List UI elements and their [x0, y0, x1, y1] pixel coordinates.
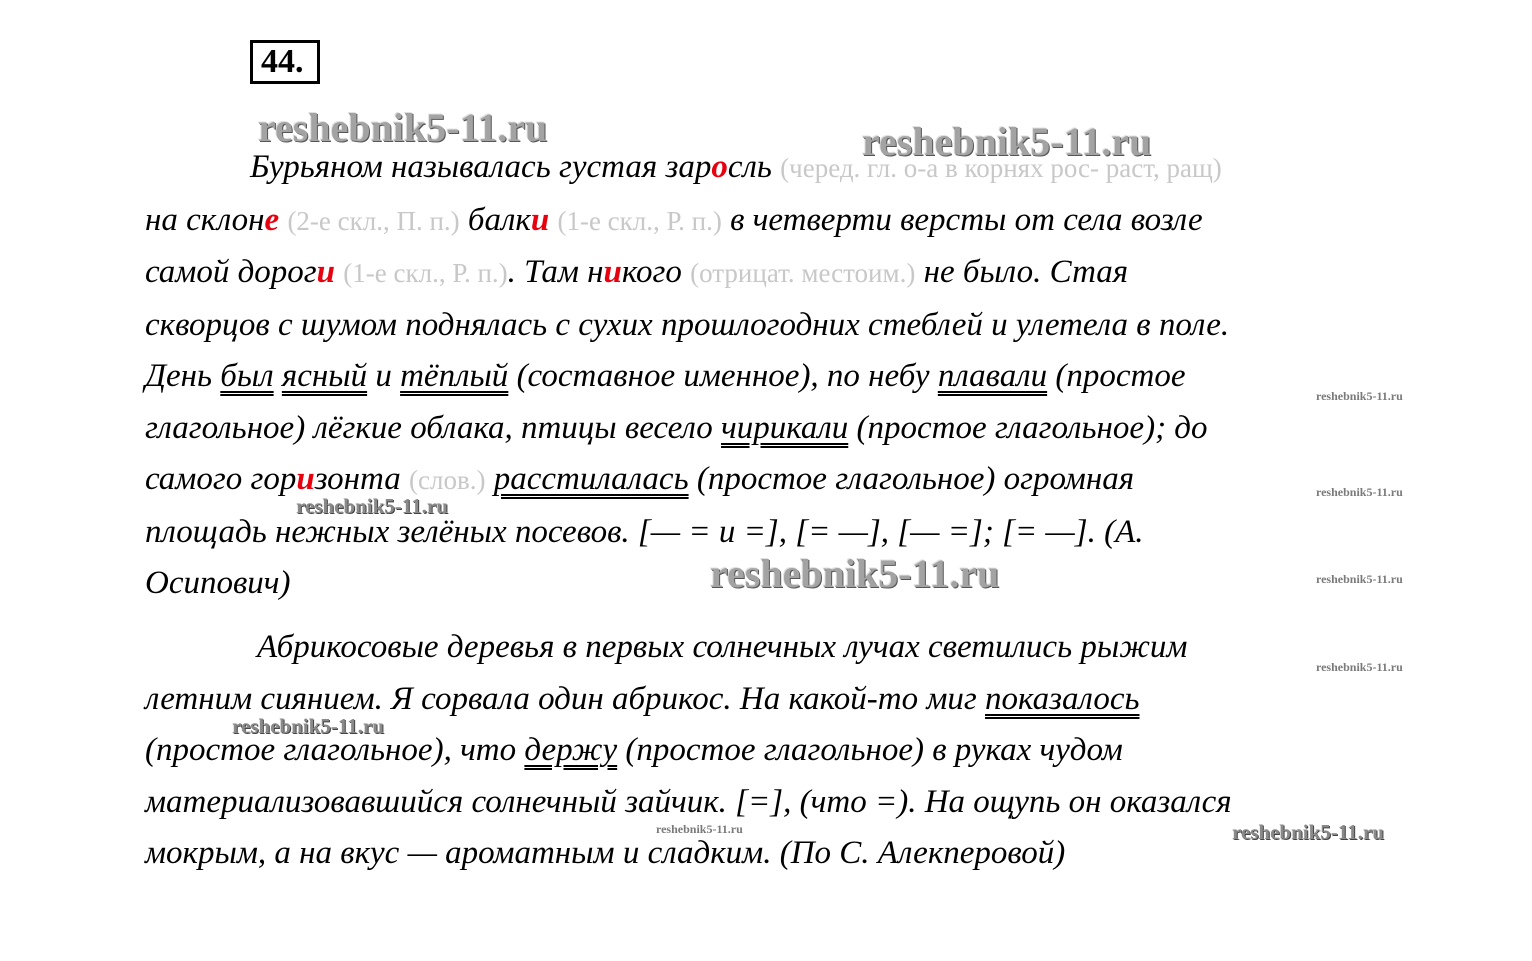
text: не было. Стая	[923, 254, 1129, 290]
exercise-number: 44.	[250, 40, 320, 84]
watermark: reshebnik5-11.ru	[656, 822, 743, 836]
text: (простое глагольное) огромная	[688, 461, 1135, 497]
predicate-word: держу	[524, 732, 618, 768]
highlight-letter: е	[264, 201, 280, 238]
text: в четверти версты от села возле	[730, 201, 1203, 238]
text-line	[145, 300, 1445, 352]
text: Бурьяном называлась густая зар	[250, 149, 712, 185]
highlight-letter: о	[711, 149, 728, 185]
paragraph-1	[145, 142, 1445, 610]
text: зонта	[314, 461, 401, 497]
predicate-word: тёплый	[400, 358, 509, 394]
watermark: reshebnik5-11.ru	[296, 494, 448, 518]
text-line	[145, 351, 1445, 403]
predicate-word: был	[220, 358, 274, 394]
text: скворцов с шумом поднялась с сухих прошлогодних стеблей и улетела в поле.	[145, 306, 1230, 343]
text-line	[145, 195, 1445, 248]
text: День	[145, 358, 221, 394]
grammar-note: (1-е скл., Р. п.)	[343, 258, 508, 288]
grammar-note: (слов.)	[409, 465, 486, 495]
highlight-letter: и	[603, 254, 622, 290]
text: глагольное) лёгкие облака, птицы весело	[145, 409, 721, 446]
text-line	[145, 403, 1445, 455]
highlight-letter: и	[530, 201, 550, 238]
watermark: reshebnik5-11.ru	[258, 105, 548, 150]
text: (простое	[1047, 358, 1186, 394]
watermark: reshebnik5-11.ru	[232, 714, 384, 738]
text: . Там н	[507, 254, 604, 290]
watermark: reshebnik5-11.ru	[1316, 389, 1403, 403]
text: сль	[727, 149, 781, 185]
text: и	[367, 358, 401, 394]
watermark: reshebnik5-11.ru	[862, 119, 1152, 164]
predicate-word: плавали	[937, 358, 1048, 394]
watermark: reshebnik5-11.ru	[1316, 660, 1403, 674]
text: материализовавшийся солнечный зайчик. [=], (что =). На ощупь он оказался	[145, 783, 1232, 820]
text: самого гор	[145, 461, 297, 497]
text: (простое глагольное); до	[848, 409, 1208, 446]
text: Осипович)	[145, 565, 291, 601]
grammar-note: (черед. гл. о-а в корнях рос- раст, ращ)	[780, 153, 1222, 183]
watermark: reshebnik5-11.ru	[1232, 820, 1384, 844]
highlight-letter: и	[316, 254, 336, 290]
watermark: reshebnik5-11.ru	[710, 551, 1000, 596]
text: самой дорог	[145, 254, 317, 290]
watermark: reshebnik5-11.ru	[1316, 572, 1403, 586]
text: (простое глагольное), что	[145, 732, 525, 768]
text: кого	[621, 254, 682, 290]
text: на склон	[145, 201, 265, 238]
grammar-note: (отрицат. местоим.)	[690, 258, 916, 288]
highlight-letter: и	[296, 461, 315, 497]
text-line	[145, 247, 1445, 300]
text-line	[145, 622, 1445, 674]
grammar-note: (2-е скл., П. п.)	[287, 205, 460, 236]
text: (составное именное), по небу	[508, 358, 938, 394]
predicate-word: чирикали	[721, 409, 849, 446]
predicate-word: показалось	[985, 680, 1140, 717]
text: балк	[467, 201, 531, 238]
predicate-word: расстилалась	[493, 461, 689, 497]
watermark: reshebnik5-11.ru	[1316, 485, 1403, 499]
predicate-word: ясный	[281, 358, 368, 394]
text: Абрикосовые деревья в первых солнечных лучах светились рыжим	[257, 629, 1188, 665]
text: летним сиянием. Я сорвала один абрикос. На какой-то миг	[145, 680, 986, 717]
text: (простое глагольное) в руках чудом	[617, 732, 1123, 768]
text: мокрым, а на вкус — ароматным и сладким. (По С. Алекперовой)	[145, 835, 1066, 871]
text: площадь нежных зелёных посевов. [— = и =], [= —], [— =]; [= —]. (А.	[145, 513, 1144, 550]
grammar-note: (1-е скл., Р. п.)	[557, 205, 722, 236]
